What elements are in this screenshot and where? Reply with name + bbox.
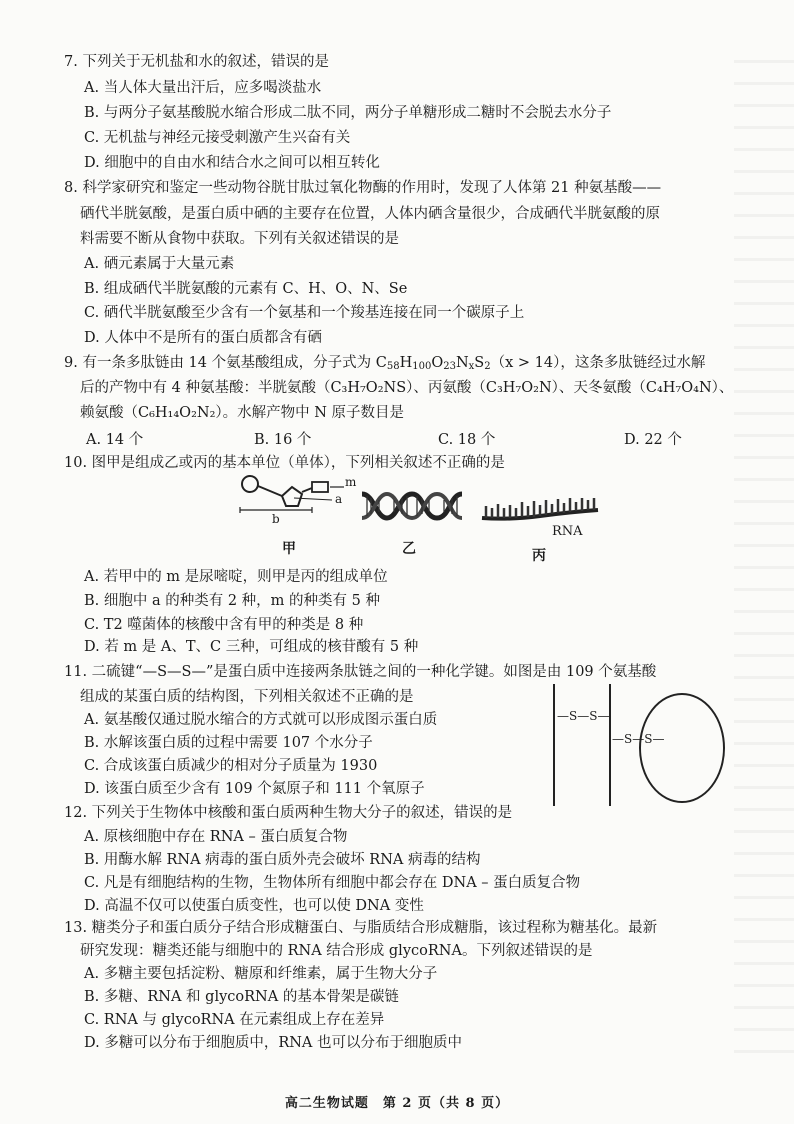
q11-option-c: C. 合成该蛋白质减少的相对分子质量为 1930 — [84, 758, 378, 774]
q11-stem-line2: 组成的某蛋白质的结构图，下列相关叙述不正确的是 — [80, 689, 414, 705]
q8-option-c: C. 硒代半胱氨酸至少含有一个氨基和一个羧基连接在同一个碳原子上 — [84, 305, 525, 321]
dna-double-helix-yi — [362, 488, 462, 524]
page-footer: 高二生物试题 第 2 页（共 8 页） — [284, 1096, 510, 1111]
q9-option-d: D. 22 个 — [624, 432, 682, 448]
q13-option-a: A. 多糖主要包括淀粉、糖原和纤维素，属于生物大分子 — [84, 966, 438, 982]
q12-stem: 12. 下列关于生物体中核酸和蛋白质两种生物大分子的叙述，错误的是 — [64, 805, 513, 821]
q9-stem-line3: 赖氨酸（C₆H₁₄O₂N₂）。水解产物中 N 原子数目是 — [80, 405, 405, 421]
q10-stem: 10. 图甲是组成乙或丙的基本单位（单体），下列相关叙述不正确的是 — [64, 455, 505, 471]
q8-stem-line2: 硒代半胱氨酸，是蛋白质中硒的主要存在位置，人体内硒含量很少，合成硒代半胱氨酸的原 — [80, 206, 660, 222]
label-b: b — [272, 512, 280, 526]
bleed-through-shadow — [734, 60, 794, 1060]
label-m: m — [345, 475, 357, 489]
q8-stem-line1: 8. 科学家研究和鉴定一些动物谷胱甘肽过氧化物酶的作用时，发现了人体第 21 种氨基酸—— — [64, 180, 662, 196]
rna-strand-bing — [480, 496, 600, 524]
q8-option-b: B. 组成硒代半胱氨酸的元素有 C、H、O、N、Se — [84, 281, 408, 297]
q11-stem-line1: 11. 二硫键“—S—S—”是蛋白质中连接两条肽链之间的一种化学键。如图是由 109 个氨基酸 — [64, 664, 657, 680]
q7-option-a: A. 当人体大量出汗后，应多喝淡盐水 — [84, 80, 322, 96]
q9-stem-line1: 9. 有一条多肽链由 14 个氨基酸组成，分子式为 $C_{58}H_{100}O_{23}N_xS_2(x > 14)$，这条多肽链经过水解 — [64, 355, 706, 372]
q13-stem-line1: 13. 糖类分子和蛋白质分子结合形成糖蛋白、与脂质结合形成糖脂，该过程称为糖基化。最新 — [64, 920, 658, 936]
disulfide-bond-label-1: —S—S— — [557, 709, 610, 723]
q10-option-b: B. 细胞中 a 的种类有 2 种，m 的种类有 5 种 — [84, 593, 380, 609]
q12-option-c: C. 凡是有细胞结构的生物，生物体所有细胞中都会存在 DNA – 蛋白质复合物 — [84, 875, 581, 891]
q11-option-a: A. 氨基酸仅通过脱水缩合的方式就可以形成图示蛋白质 — [84, 712, 438, 728]
q9-option-c: C. 18 个 — [438, 432, 496, 448]
q10-option-d: D. 若 m 是 A、T、C 三种，可组成的核苷酸有 5 种 — [84, 639, 419, 655]
q11-option-d: D. 该蛋白质至少含有 109 个氮原子和 111 个氧原子 — [84, 781, 425, 797]
label-rna: RNA — [552, 524, 583, 539]
q13-option-d: D. 多糖可以分布于细胞质中，RNA 也可以分布于细胞质中 — [84, 1035, 463, 1051]
q13-option-b: B. 多糖、RNA 和 glycoRNA 的基本骨架是碳链 — [84, 989, 399, 1005]
q10-option-a: A. 若甲中的 m 是尿嘧啶，则甲是丙的组成单位 — [84, 569, 388, 585]
label-yi: 乙 — [402, 541, 416, 557]
q9-option-b: B. 16 个 — [254, 432, 312, 448]
q7-option-b: B. 与两分子氨基酸脱水缩合形成二肽不同，两分子单糖形成二糖时不会脱去水分子 — [84, 105, 612, 121]
q8-stem-line3: 料需要不断从食物中获取。下列有关叙述错误的是 — [80, 231, 399, 247]
q7-stem: 7. 下列关于无机盐和水的叙述，错误的是 — [64, 54, 329, 70]
q12-option-d: D. 高温不仅可以使蛋白质变性，也可以使 DNA 变性 — [84, 898, 424, 914]
q12-option-b: B. 用酶水解 RNA 病毒的蛋白质外壳会破坏 RNA 病毒的结构 — [84, 852, 481, 868]
q8-option-a: A. 硒元素属于大量元素 — [84, 256, 235, 272]
q11-option-b: B. 水解该蛋白质的过程中需要 107 个水分子 — [84, 735, 373, 751]
label-a: a — [335, 492, 343, 506]
label-jia: 甲 — [282, 541, 296, 557]
q13-option-c: C. RNA 与 glycoRNA 在元素组成上存在差异 — [84, 1012, 385, 1028]
q7-option-d: D. 细胞中的自由水和结合水之间可以相互转化 — [84, 155, 380, 171]
disulfide-bond-label-2: —S—S— — [612, 732, 665, 746]
q12-option-a: A. 原核细胞中存在 RNA – 蛋白质复合物 — [84, 829, 348, 845]
q13-stem-line2: 研究发现：糖类还能与细胞中的 RNA 结合形成 glycoRNA。下列叙述错误的是 — [80, 943, 593, 959]
q8-option-d: D. 人体中不是所有的蛋白质都含有硒 — [84, 330, 322, 346]
q9-stem-line2: 后的产物中有 4 种氨基酸：半胱氨酸（C₃H₇O₂NS）、丙氨酸（C₃H₇O₂N）、天冬氨酸（C₄H₇O₄N）、 — [80, 380, 734, 396]
label-bing: 丙 — [532, 548, 546, 564]
q7-option-c: C. 无机盐与神经元接受刺激产生兴奋有关 — [84, 130, 351, 146]
q9-option-a: A. 14 个 — [86, 432, 144, 448]
q10-option-c: C. T2 噬菌体的核酸中含有甲的种类是 8 种 — [84, 617, 364, 633]
